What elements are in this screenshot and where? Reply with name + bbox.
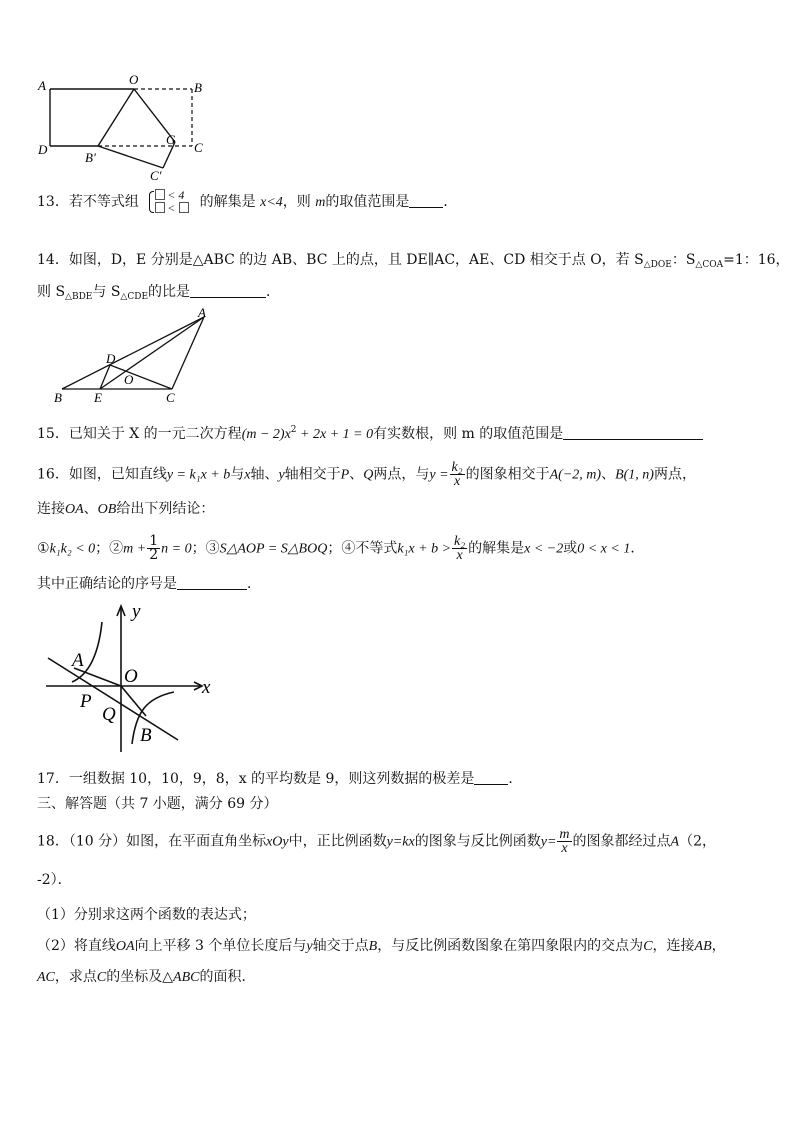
placeholder-box-icon: [155, 202, 165, 213]
x-axis-label: x: [202, 677, 211, 698]
label-d: D: [106, 351, 116, 366]
question-13: 13．若不等式组 < 4 < 的解集是 x<4，则 m的取值范围是 ．: [37, 188, 458, 215]
fraction-k2-over-x: $\frac{\text{k₂}}{x}$: [451, 460, 463, 489]
question-14-line1: 14．如图，D，E 分别是△ABC 的边 AB、BC 上的点，且 DE∥AC，AE、CD 相交于点 O，若 $S_{\triangle DOE}$：$S_{\triangle COA}=1$：16，: [37, 252, 790, 270]
question-17: 17．一组数据 10，10，9，8，x 的平均数是 9，则这列数据的极差是 ．: [37, 771, 523, 787]
answer-blank[interactable]: [177, 575, 247, 590]
answer-blank[interactable]: [563, 425, 703, 440]
label-a: A: [198, 305, 206, 320]
label-o: O: [124, 372, 134, 387]
question-16-ask: 其中正确结论的序号是 ．: [37, 576, 261, 592]
question-18-part2-cont: AC，求点C的坐标及△ABC的面积．: [37, 969, 256, 985]
label-c: C: [194, 140, 203, 155]
question-18-line2: -2）．: [37, 872, 72, 888]
question-16-line2: 连接OA、OB给出下列结论：: [37, 501, 215, 517]
question-16-line1: 16．如图，已知直线y = k₁x + b与x轴、y轴相交于P、Q两点，与y = $\frac{\text{k₂}}{x}$ 的图象相交于A(−2, m)、B(1, n)两点，: [37, 460, 696, 489]
label-b: B: [54, 390, 62, 405]
label-o: O: [129, 72, 139, 87]
label-b-prime: B': [85, 150, 96, 165]
question-18-part2: （2）将直线OA向上平移 3 个单位长度后与y轴交于点B，与反比例函数图象在第四象限内的交点为C，连接AB，: [37, 938, 726, 954]
label-g: G: [166, 132, 176, 147]
coordinate-graph-figure: [40, 600, 230, 760]
question-16-conclusions: ①k₁k₂ < 0；②m + $\frac{1}{2}$ n = 0；③S△AOP = S△BOQ；④不等式k₁x + b > $\frac{\text{k₂}}{x}$ 的解集是x < −2或0 < x < 1．: [37, 533, 645, 563]
placeholder-box-icon: [155, 189, 165, 200]
label-e: E: [94, 390, 102, 405]
point-p-label: P: [80, 691, 92, 712]
label-a: A: [38, 78, 46, 93]
fraction-k2-over-x: $\frac{\text{k₂}}{x}$: [454, 534, 466, 563]
point-b-label: B: [140, 725, 152, 746]
fraction-half: $\frac{1}{2}$: [149, 533, 159, 563]
section-header: 三、解答题（共 7 小题，满分 69 分）: [37, 796, 278, 812]
point-a-label: A: [72, 650, 84, 671]
question-18-part1: （1）分别求这两个函数的表达式；: [37, 907, 256, 923]
origin-label: O: [124, 666, 138, 687]
answer-blank[interactable]: [190, 283, 266, 298]
question-14-line2: 则 $S_{\triangle BDE}$与 $S_{\triangle CDE}$的比是 ．: [37, 284, 281, 302]
label-c-prime: C': [150, 168, 162, 182]
label-b: B: [194, 80, 202, 95]
label-c: C: [166, 390, 175, 405]
y-axis-label: y: [132, 601, 141, 622]
triangle-figure: [48, 305, 218, 405]
fraction-m-over-x: $\frac{m}{x}$: [559, 827, 570, 856]
answer-blank[interactable]: [409, 193, 443, 208]
label-d: D: [38, 142, 48, 157]
rectangle-fold-figure: [30, 72, 220, 182]
inequality-system: < 4 <: [147, 189, 191, 215]
placeholder-box-icon: [179, 202, 189, 213]
question-18-line1: 18．（10 分）如图，在平面直角坐标xOy中，正比例函数y=kx的图象与反比例函数y= $\frac{m}{x}$ 的图象都经过点A（2，: [37, 827, 717, 856]
question-15: 15．已知关于 X 的一元二次方程$(m - 2)x^2 + 2x + 1 = 0$有实数根，则 m 的取值范围是: [37, 421, 703, 444]
point-q-label: Q: [102, 704, 116, 725]
answer-blank[interactable]: [474, 770, 508, 785]
